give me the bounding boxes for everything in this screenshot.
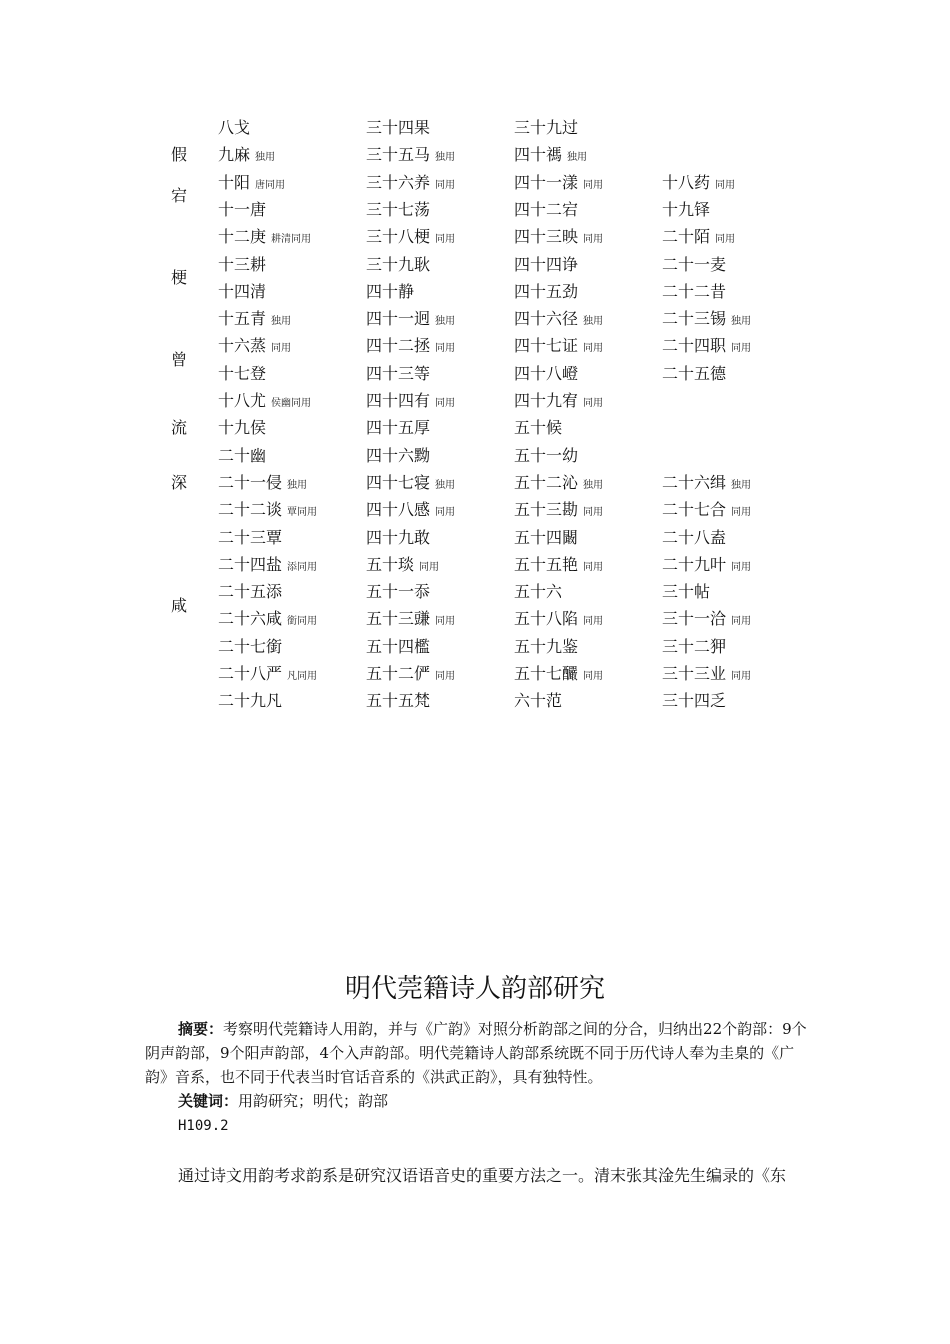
rhyme-cell bbox=[218, 364, 266, 384]
article-title: 明代莞籍诗人韵部研究 bbox=[344, 974, 605, 1004]
rhyme-note: 同用 bbox=[435, 343, 456, 355]
rhyme-note: 同用 bbox=[731, 671, 752, 682]
rhyme-cell bbox=[366, 282, 414, 302]
rhyme-name: 二十四职 bbox=[662, 336, 727, 356]
rhyme-name: 五十七釅 bbox=[514, 664, 579, 683]
rhyme-cell bbox=[218, 664, 317, 687]
rhyme-cell bbox=[366, 200, 430, 220]
rhyme-cell bbox=[218, 609, 317, 632]
rhyme-cell bbox=[218, 145, 275, 168]
rhyme-name: 十六蒸 bbox=[218, 336, 267, 356]
rhyme-name: 三十四果 bbox=[366, 118, 431, 137]
rhyme-cell bbox=[662, 255, 726, 275]
rhyme-group-label: 咸 bbox=[171, 595, 188, 615]
body-paragraph: 通过诗文用韵考求韵系是研究汉语语音史的重要方法之一。清末张其淦先生编录的《东 bbox=[178, 1166, 787, 1185]
rhyme-name: 十四清 bbox=[218, 281, 267, 301]
rhyme-cell bbox=[218, 336, 291, 359]
rhyme-note: 同用 bbox=[583, 343, 604, 355]
abstract-text: 考察明代莞籍诗人用韵，并与《广韵》对照分析韵部之间的分合，归纳出22个韵部：9个阴声韵部，9个阳声韵部，4个入声韵部。明代莞籍诗人韵部系统既不同于历代诗人奉为圭臬的《广韵》音系，也不同于代表当时官话音系的《洪武正韵》，具有独特性。 bbox=[145, 1020, 807, 1086]
rhyme-name: 五十候 bbox=[514, 418, 563, 438]
rhyme-note: 添同用 bbox=[287, 561, 318, 573]
rhyme-cell bbox=[218, 582, 282, 602]
rhyme-cell bbox=[366, 691, 430, 711]
rhyme-note: 同用 bbox=[583, 616, 604, 628]
rhyme-cell bbox=[662, 528, 726, 548]
rhyme-cell bbox=[218, 309, 291, 332]
rhyme-cell bbox=[514, 145, 587, 168]
rhyme-cell bbox=[662, 582, 710, 602]
rhyme-note: 同用 bbox=[435, 179, 456, 191]
rhyme-cell bbox=[366, 664, 455, 687]
rhyme-cell bbox=[218, 446, 266, 466]
rhyme-cell bbox=[366, 364, 430, 384]
rhyme-note: 独用 bbox=[731, 479, 752, 491]
rhyme-cell bbox=[366, 118, 430, 138]
keywords-text: 用韵研究；明代；韵部 bbox=[238, 1092, 389, 1110]
rhyme-name: 三十二狎 bbox=[662, 636, 727, 656]
rhyme-note: 独用 bbox=[435, 152, 456, 164]
rhyme-name: 四十六径 bbox=[514, 309, 579, 329]
rhyme-note: 同用 bbox=[435, 507, 456, 519]
rhyme-cell bbox=[366, 446, 430, 466]
abstract-label: 摘要： bbox=[178, 1020, 224, 1038]
rhyme-name: 四十四诤 bbox=[514, 254, 579, 274]
rhyme-cell bbox=[366, 418, 430, 438]
rhyme-cell bbox=[514, 173, 603, 196]
rhyme-name: 二十九凡 bbox=[218, 691, 283, 711]
rhyme-name: 四十八嶝 bbox=[514, 363, 579, 383]
rhyme-name: 五十五艳 bbox=[514, 554, 579, 574]
rhyme-name: 二十陌 bbox=[662, 227, 711, 247]
rhyme-note: 銜同用 bbox=[287, 616, 318, 628]
rhyme-note: 覃同用 bbox=[287, 507, 318, 519]
rhyme-name: 二十九叶 bbox=[662, 554, 727, 574]
rhyme-note: 独用 bbox=[583, 316, 604, 328]
rhyme-cell bbox=[662, 609, 751, 632]
rhyme-name: 四十四有 bbox=[366, 391, 431, 410]
rhyme-note: 独用 bbox=[731, 316, 752, 328]
rhyme-group-label: 假 bbox=[171, 145, 188, 165]
rhyme-cell bbox=[514, 336, 603, 359]
rhyme-cell bbox=[218, 173, 285, 196]
rhyme-name: 三十三业 bbox=[662, 664, 727, 683]
rhyme-cell bbox=[218, 500, 317, 523]
rhyme-note: 同用 bbox=[583, 671, 604, 682]
rhyme-cell bbox=[514, 555, 603, 578]
rhyme-name: 四十八感 bbox=[366, 500, 431, 520]
rhyme-name: 五十一忝 bbox=[366, 582, 431, 602]
rhyme-cell bbox=[218, 473, 307, 496]
rhyme-name: 五十三勘 bbox=[514, 500, 579, 520]
keywords-label: 关键词： bbox=[178, 1092, 239, 1110]
rhyme-cell bbox=[514, 500, 603, 523]
rhyme-cell bbox=[514, 309, 603, 332]
rhyme-note: 同用 bbox=[583, 507, 604, 519]
rhyme-group-label: 宕 bbox=[171, 186, 188, 206]
rhyme-name: 四十一迥 bbox=[366, 309, 431, 329]
rhyme-cell bbox=[218, 418, 266, 438]
rhyme-cell bbox=[218, 391, 311, 414]
rhyme-cell bbox=[514, 637, 578, 657]
rhyme-name: 十九铎 bbox=[662, 199, 711, 219]
rhyme-cell bbox=[514, 391, 603, 414]
rhyme-cell bbox=[514, 473, 603, 496]
rhyme-cell bbox=[662, 691, 726, 711]
rhyme-name: 四十九敢 bbox=[366, 527, 431, 547]
rhyme-cell bbox=[366, 555, 439, 578]
rhyme-note: 耕清同用 bbox=[271, 234, 312, 246]
rhyme-name: 二十一麦 bbox=[662, 254, 727, 274]
rhyme-note: 独用 bbox=[583, 479, 604, 491]
rhyme-name: 十七登 bbox=[218, 363, 267, 383]
rhyme-name: 十一唐 bbox=[218, 199, 267, 219]
rhyme-name: 三十六养 bbox=[366, 172, 431, 192]
rhyme-name: 二十二昔 bbox=[662, 281, 727, 301]
rhyme-note: 独用 bbox=[435, 316, 456, 328]
rhyme-cell bbox=[514, 664, 603, 687]
rhyme-note: 同用 bbox=[583, 179, 604, 191]
rhyme-cell bbox=[366, 582, 430, 602]
rhyme-name: 四十一漾 bbox=[514, 172, 579, 192]
rhyme-note: 独用 bbox=[435, 479, 456, 491]
rhyme-name: 三十九耿 bbox=[366, 254, 431, 274]
rhyme-name: 六十范 bbox=[514, 691, 563, 711]
rhyme-note: 同用 bbox=[435, 616, 456, 628]
rhyme-cell bbox=[514, 418, 562, 438]
rhyme-group-label: 梗 bbox=[171, 268, 188, 288]
rhyme-name: 四十七证 bbox=[514, 336, 579, 356]
rhyme-cell bbox=[514, 528, 578, 548]
classification-number: H109.2 bbox=[178, 1118, 229, 1134]
rhyme-note: 独用 bbox=[271, 316, 292, 328]
rhyme-cell bbox=[366, 336, 455, 359]
rhyme-note: 同用 bbox=[435, 234, 456, 246]
rhyme-name: 五十三豏 bbox=[366, 609, 431, 629]
rhyme-cell bbox=[366, 473, 455, 496]
rhyme-cell bbox=[366, 500, 455, 523]
rhyme-cell bbox=[366, 309, 455, 332]
rhyme-cell bbox=[514, 446, 578, 466]
rhyme-name: 九麻 bbox=[218, 145, 251, 165]
rhyme-name: 十八尤 bbox=[218, 391, 267, 410]
rhyme-cell bbox=[366, 609, 455, 632]
rhyme-name: 二十四盐 bbox=[218, 554, 283, 574]
rhyme-name: 五十四闞 bbox=[514, 527, 579, 547]
rhyme-name: 四十三等 bbox=[366, 363, 431, 383]
rhyme-note: 同用 bbox=[583, 398, 604, 409]
rhyme-cell bbox=[662, 309, 751, 332]
rhyme-name: 三十一洽 bbox=[662, 609, 727, 629]
rhyme-cell bbox=[218, 255, 266, 275]
rhyme-name: 五十四檻 bbox=[366, 636, 431, 656]
rhyme-name: 三十五马 bbox=[366, 145, 431, 165]
rhyme-name: 三十帖 bbox=[662, 582, 711, 602]
rhyme-cell bbox=[218, 282, 266, 302]
rhyme-name: 三十四乏 bbox=[662, 691, 727, 711]
rhyme-name: 五十六 bbox=[514, 582, 563, 602]
rhyme-cell bbox=[366, 528, 430, 548]
rhyme-cell bbox=[366, 227, 455, 250]
rhyme-cell bbox=[218, 200, 266, 220]
rhyme-cell bbox=[514, 200, 578, 220]
rhyme-note: 凡同用 bbox=[287, 671, 318, 682]
rhyme-name: 十八药 bbox=[662, 172, 711, 192]
rhyme-name: 二十三锡 bbox=[662, 309, 727, 329]
rhyme-name: 二十五德 bbox=[662, 363, 727, 383]
rhyme-name: 四十三映 bbox=[514, 227, 579, 247]
rhyme-note: 同用 bbox=[731, 616, 752, 628]
rhyme-cell bbox=[366, 145, 455, 168]
rhyme-cell bbox=[366, 255, 430, 275]
rhyme-name: 二十七銜 bbox=[218, 636, 283, 656]
rhyme-name: 八戈 bbox=[218, 118, 251, 137]
rhyme-cell bbox=[218, 528, 282, 548]
rhyme-note: 同用 bbox=[419, 561, 440, 573]
rhyme-cell bbox=[514, 364, 578, 384]
rhyme-note: 独用 bbox=[255, 152, 276, 164]
rhyme-name: 四十六黝 bbox=[366, 445, 431, 465]
rhyme-name: 三十九过 bbox=[514, 118, 579, 137]
rhyme-name: 二十六缉 bbox=[662, 472, 727, 492]
rhyme-cell bbox=[366, 637, 430, 657]
rhyme-name: 四十七寝 bbox=[366, 472, 431, 492]
rhyme-note: 同用 bbox=[271, 343, 292, 355]
rhyme-name: 十阳 bbox=[218, 172, 251, 192]
rhyme-note: 同用 bbox=[435, 671, 456, 682]
rhyme-cell bbox=[366, 173, 455, 196]
rhyme-name: 四十静 bbox=[366, 281, 415, 301]
rhyme-note: 同用 bbox=[731, 343, 752, 355]
rhyme-note: 同用 bbox=[715, 179, 736, 191]
rhyme-cell bbox=[662, 200, 710, 220]
rhyme-cell bbox=[662, 364, 726, 384]
rhyme-group-label: 深 bbox=[171, 472, 188, 492]
rhyme-cell bbox=[514, 582, 562, 602]
rhyme-name: 五十一幼 bbox=[514, 445, 579, 465]
rhyme-cell bbox=[218, 691, 282, 711]
rhyme-note: 同用 bbox=[435, 398, 456, 409]
rhyme-name: 五十八陷 bbox=[514, 609, 579, 629]
rhyme-cell bbox=[662, 227, 735, 250]
rhyme-name: 二十幽 bbox=[218, 445, 267, 465]
rhyme-note: 同用 bbox=[715, 234, 736, 246]
rhyme-name: 四十二宕 bbox=[514, 199, 579, 219]
rhyme-name: 十三耕 bbox=[218, 254, 267, 274]
rhyme-cell bbox=[218, 637, 282, 657]
rhyme-name: 四十九宥 bbox=[514, 391, 579, 410]
rhyme-name: 二十二谈 bbox=[218, 500, 283, 520]
rhyme-name: 二十八严 bbox=[218, 664, 283, 683]
rhyme-cell bbox=[514, 282, 578, 302]
rhyme-note: 同用 bbox=[583, 234, 604, 246]
rhyme-cell bbox=[514, 118, 578, 138]
rhyme-cell bbox=[218, 555, 317, 578]
rhyme-note: 独用 bbox=[287, 479, 308, 491]
rhyme-cell bbox=[662, 173, 735, 196]
rhyme-cell bbox=[514, 609, 603, 632]
rhyme-name: 五十琰 bbox=[366, 554, 415, 574]
rhyme-cell bbox=[218, 227, 311, 250]
rhyme-name: 五十五梵 bbox=[366, 691, 431, 711]
rhyme-name: 四十禡 bbox=[514, 145, 563, 165]
rhyme-name: 四十五厚 bbox=[366, 418, 431, 438]
rhyme-name: 五十二俨 bbox=[366, 664, 431, 683]
rhyme-note: 唐同用 bbox=[255, 179, 286, 191]
rhyme-cell bbox=[662, 336, 751, 359]
rhyme-name: 二十七合 bbox=[662, 500, 727, 520]
rhyme-name: 五十二沁 bbox=[514, 472, 579, 492]
rhyme-name: 三十八梗 bbox=[366, 227, 431, 247]
rhyme-note: 同用 bbox=[583, 561, 604, 573]
rhyme-cell bbox=[514, 227, 603, 250]
rhyme-group-label: 流 bbox=[171, 418, 188, 438]
rhyme-cell bbox=[662, 555, 751, 578]
rhyme-note: 侯幽同用 bbox=[271, 398, 312, 409]
rhyme-name: 五十九鉴 bbox=[514, 636, 579, 656]
rhyme-cell bbox=[662, 664, 751, 687]
abstract bbox=[145, 1017, 809, 1089]
rhyme-name: 十二庚 bbox=[218, 227, 267, 247]
rhyme-cell bbox=[366, 391, 455, 414]
rhyme-name: 二十六咸 bbox=[218, 609, 283, 629]
rhyme-cell bbox=[662, 637, 726, 657]
rhyme-name: 二十三覃 bbox=[218, 527, 283, 547]
rhyme-name: 四十五劲 bbox=[514, 281, 579, 301]
rhyme-name: 二十五添 bbox=[218, 582, 283, 602]
rhyme-name: 十五青 bbox=[218, 309, 267, 329]
rhyme-name: 四十二拯 bbox=[366, 336, 431, 356]
rhyme-note: 独用 bbox=[567, 152, 588, 164]
rhyme-cell bbox=[662, 282, 726, 302]
rhyme-note: 同用 bbox=[731, 507, 752, 519]
rhyme-cell bbox=[514, 691, 562, 711]
keywords bbox=[145, 1089, 809, 1113]
rhyme-cell bbox=[662, 473, 751, 496]
rhyme-cell bbox=[662, 500, 751, 523]
rhyme-name: 三十七荡 bbox=[366, 199, 431, 219]
rhyme-group-label: 曾 bbox=[171, 350, 188, 370]
rhyme-cell bbox=[218, 118, 250, 138]
rhyme-note: 同用 bbox=[731, 561, 752, 573]
rhyme-name: 十九侯 bbox=[218, 418, 267, 438]
rhyme-cell bbox=[514, 255, 578, 275]
rhyme-name: 二十八盍 bbox=[662, 527, 727, 547]
rhyme-name: 二十一侵 bbox=[218, 472, 283, 492]
